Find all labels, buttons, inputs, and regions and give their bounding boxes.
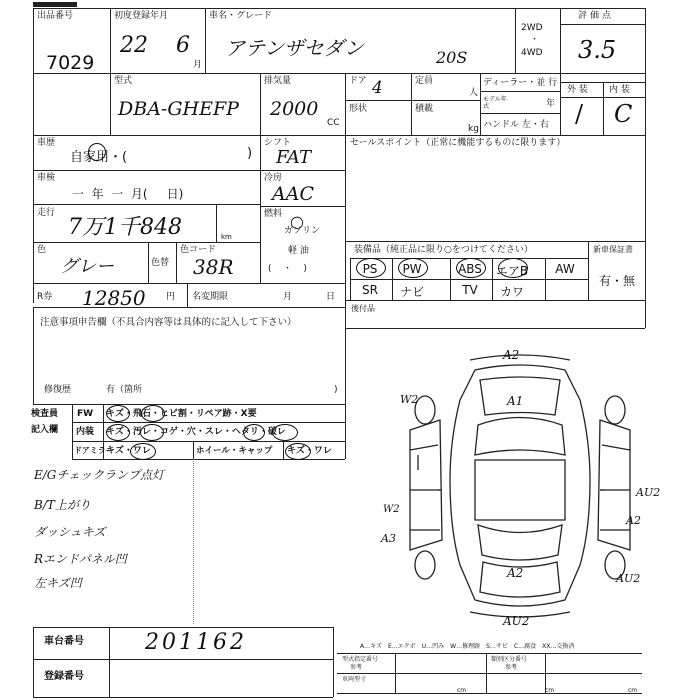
month-value: 6 xyxy=(176,33,190,58)
chassis-value: 201162 xyxy=(145,630,247,655)
fuel-gas: ガソリン xyxy=(284,226,321,236)
color-code-value: 38R xyxy=(193,255,234,279)
insp-circle-4 xyxy=(140,424,164,441)
new-car-warranty-label: 新車保証書 xyxy=(593,245,633,254)
mark-front: A2 xyxy=(503,348,520,362)
mark-right-side1: AU2 xyxy=(636,486,661,499)
shaken-value: 一 年 一 月( 日) xyxy=(72,187,184,201)
month-suffix: 月 xyxy=(193,60,203,70)
fuel-label: 燃料 xyxy=(264,209,283,219)
note-line-3: Rエンドパネル凹 xyxy=(34,552,127,566)
history-close: ) xyxy=(247,146,253,161)
equipment-option-0: PS xyxy=(362,262,378,276)
drive-4wd: 4WD xyxy=(521,48,543,58)
ac-label: 冷房 xyxy=(264,173,283,183)
cm-1: cm xyxy=(457,687,467,694)
equipment-label: 装備品（純正品に限り○をつけてください） xyxy=(354,245,533,255)
lot-label: 出品番号 xyxy=(37,11,74,21)
fuel-paren: ( ・ ) xyxy=(268,264,307,274)
mileage-unit: km xyxy=(221,233,232,241)
equipment-option-3: エアB xyxy=(495,264,529,278)
exterior-label: 外 装 xyxy=(567,85,588,95)
car-name-label: 車名・グレード xyxy=(209,11,273,21)
recycle-label: R券 xyxy=(37,292,53,302)
spec-no-ref: 参考 xyxy=(350,664,363,671)
equipment-circle-0 xyxy=(356,258,386,278)
insp-wheel-label: ホイール・キャップ xyxy=(196,446,273,456)
inspector-label: 検査員 xyxy=(31,409,59,419)
model-year-unit: 年 xyxy=(546,99,556,109)
mileage-value: 7万1千848 xyxy=(68,215,182,240)
mileage-label: 走行 xyxy=(37,208,56,218)
insp-mirror-label: ドアミラー xyxy=(74,446,114,455)
model-label: 型式 xyxy=(114,76,133,86)
insp-circle-8 xyxy=(285,443,311,460)
equipment-circle-3 xyxy=(498,258,528,278)
private-use-circle xyxy=(88,143,106,161)
equipment-circle-2 xyxy=(456,258,486,278)
insp-circle-6 xyxy=(272,424,298,441)
history-value: 自家用・( xyxy=(70,150,128,165)
load-label: 積載 xyxy=(415,104,434,114)
mark-left-front: W2 xyxy=(400,393,419,406)
sales-point-label: セールスポイント（正常に機能するものに限ります） xyxy=(350,138,566,148)
insp-mirror-value: キズ・ワレ xyxy=(106,446,151,456)
capacity-label: 定員 xyxy=(415,76,434,86)
color-code-label: 色コード xyxy=(180,245,217,255)
shift-label: シフト xyxy=(264,138,292,148)
cm-2: cm xyxy=(545,687,555,694)
interior-value: C xyxy=(614,100,633,128)
name-change-day: 日 xyxy=(326,292,336,302)
equipment-option-row2-0: SR xyxy=(362,283,378,297)
spec-no-label: 型式指定番号 xyxy=(342,656,379,663)
chassis-label: 車台番号 xyxy=(44,636,84,647)
cm-3: cm xyxy=(628,687,638,694)
displacement-value: 2000 xyxy=(270,98,319,120)
drive-2wd: 2WD xyxy=(521,23,543,33)
equipment-circle-1 xyxy=(398,258,428,278)
car-name-value: アテンザセダン xyxy=(225,36,364,60)
mark-left-side2: A3 xyxy=(381,532,396,545)
color-no-label: 色替 xyxy=(151,258,170,268)
color-value: グレー xyxy=(60,256,114,277)
legend-text: A…キズ E…エクボ U…凹み W…修理跡 S…サビ C…腐食 XX…交換済 xyxy=(360,643,575,650)
model-value: DBA-GHEFP xyxy=(118,98,239,120)
score-value: 3.5 xyxy=(578,36,617,64)
repair-label: 修復歴 xyxy=(44,385,72,395)
history-label: 車歴 xyxy=(37,138,56,148)
color-label: 色 xyxy=(37,245,47,255)
repair-close: ) xyxy=(334,385,338,395)
lot-value: 7029 xyxy=(46,52,95,74)
mark-trunk: A2 xyxy=(507,566,524,580)
shaken-label: 車検 xyxy=(37,173,56,183)
displacement-label: 排気量 xyxy=(264,76,292,86)
handle-label: ハンドル 左・右 xyxy=(483,120,549,130)
exterior-value: / xyxy=(575,100,584,128)
insp-fw-label: FW xyxy=(77,409,94,419)
note-line-4: 左キズ凹 xyxy=(34,576,82,590)
insp-interior-value: キズ・汚レ・コゲ・穴・スレ・ヘタリ・破レ xyxy=(106,427,286,437)
fuel-circle-mark: ○ xyxy=(290,212,304,231)
shape-label: 形状 xyxy=(349,104,368,114)
mark-rear: AU2 xyxy=(503,614,530,628)
equipment-option-2: ABS xyxy=(458,262,482,276)
note-line-2: ダッシュキズ xyxy=(34,525,106,539)
equipment-option-1: PW xyxy=(402,262,422,276)
insp-interior-label: 内装 xyxy=(76,427,95,437)
insp-circle-2 xyxy=(141,405,165,422)
recycle-unit: 円 xyxy=(166,292,176,302)
entry-label: 記入欄 xyxy=(31,425,59,435)
insp-circle-3 xyxy=(106,424,130,441)
first-reg-label: 初度登録年月 xyxy=(114,11,169,21)
class-no-ref: 参考 xyxy=(505,664,518,671)
class-no-label: 類別区分番号 xyxy=(491,656,528,663)
dim-label: 車両型寸 xyxy=(342,676,367,683)
grade-value: 20S xyxy=(436,48,468,67)
after-parts-label: 後付品 xyxy=(351,304,375,313)
capacity-unit: 人 xyxy=(469,88,479,98)
mark-right-rear: AU2 xyxy=(616,572,641,585)
recycle-value: 12850 xyxy=(82,286,146,310)
shift-value: FAT xyxy=(276,147,311,168)
insp-circle-7 xyxy=(130,443,156,460)
drive-dot: ・ xyxy=(530,35,540,45)
displacement-unit: CC xyxy=(327,118,340,128)
insp-circle-1 xyxy=(106,405,130,422)
ac-value: AAC xyxy=(272,183,314,205)
warranty-value: 有・無 xyxy=(599,274,636,288)
door-value: 4 xyxy=(372,78,383,98)
door-label: ドア xyxy=(349,76,367,86)
caution-label: 注意事項申告欄（不具合内容等は具体的に記入して下さい） xyxy=(40,317,297,328)
repair-value: 有（箇所 xyxy=(106,385,143,395)
insp-circle-5 xyxy=(243,424,265,441)
mark-hood: A1 xyxy=(507,394,524,408)
dealer-label: ディーラー・並 行 xyxy=(483,78,558,88)
equipment-option-row2-1: ナビ xyxy=(399,285,424,299)
name-change-label: 名変期限 xyxy=(192,292,229,302)
mark-right-side2: A2 xyxy=(626,514,641,527)
insp-wheel-value: キズ・ワレ xyxy=(287,446,332,456)
equipment-option-row2-2: TV xyxy=(462,283,478,297)
insp-fw-value: キズ・飛石・ヒビ割・リペア跡・X要 xyxy=(106,409,257,419)
year-value: 22 xyxy=(120,33,148,58)
mark-left-side: W2 xyxy=(383,504,400,515)
load-unit: kg xyxy=(468,124,479,134)
equipment-option-4: AW xyxy=(555,262,575,276)
reg-label: 登録番号 xyxy=(44,671,84,682)
note-line-1: B/T上がり xyxy=(34,498,91,512)
fuel-diesel: 軽 油 xyxy=(288,246,309,256)
note-line-0: E/Gチェックランプ点灯 xyxy=(34,468,165,482)
name-change-month: 月 xyxy=(283,292,293,302)
model-year-label: モデル年式 xyxy=(483,96,507,110)
title-tab xyxy=(33,2,77,7)
score-label: 評価点 xyxy=(578,11,615,21)
interior-label: 内 装 xyxy=(609,85,630,95)
equipment-option-row2-3: カワ xyxy=(499,285,524,299)
